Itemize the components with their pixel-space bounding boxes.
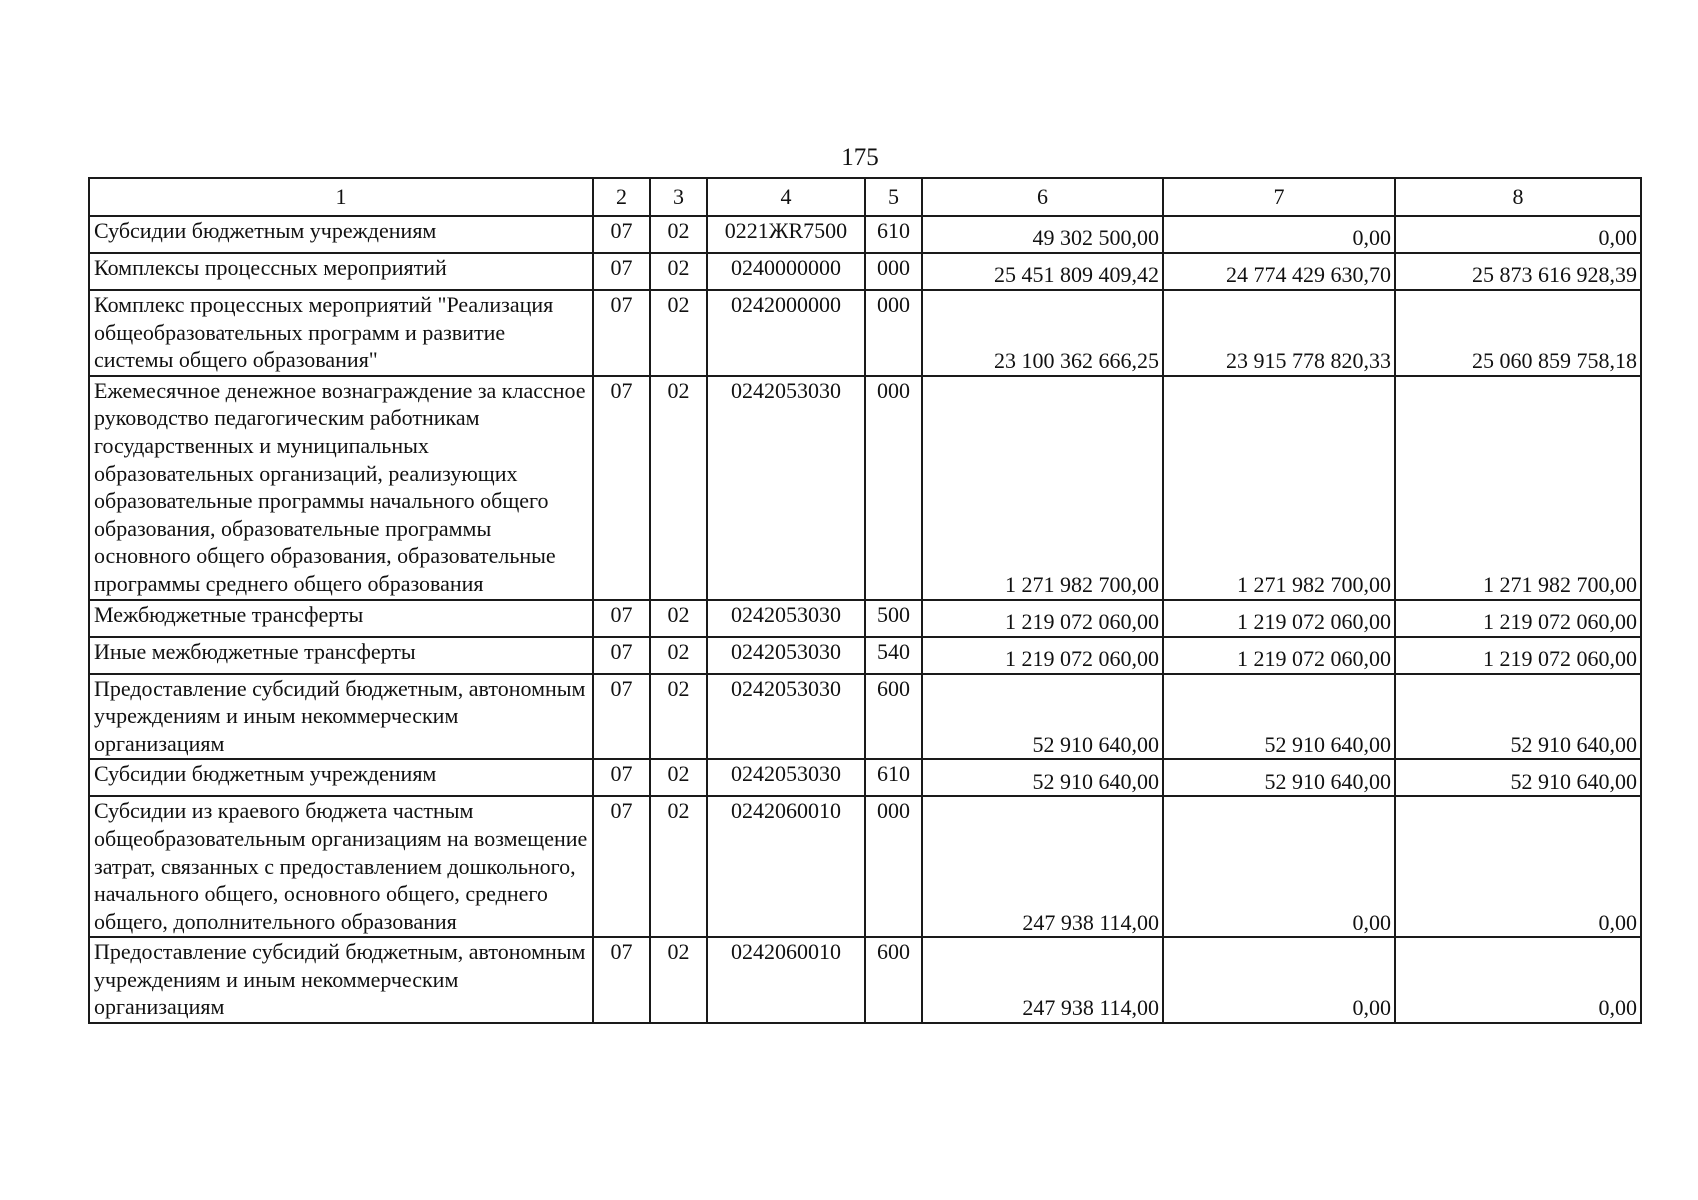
- table-row: [89, 637, 1641, 674]
- row-amount-col6: 1 271 982 700,00: [922, 376, 1163, 600]
- row-amount-col8: 1 219 072 060,00: [1395, 600, 1641, 637]
- row-name: Предоставление субсидий бюджетным, автономным учреждениям и иным некоммерческим организациям: [89, 674, 593, 760]
- column-header: 7: [1163, 178, 1395, 216]
- row-amount-col6: 247 938 114,00: [922, 796, 1163, 937]
- row-amount-col6: 49 302 500,00: [922, 216, 1163, 253]
- row-expense-type: 000: [865, 796, 922, 937]
- column-header: 2: [593, 178, 650, 216]
- table-row: [89, 759, 1641, 796]
- row-amount-col7: 1 219 072 060,00: [1163, 637, 1395, 674]
- table-row: [89, 937, 1641, 1023]
- row-subsection: 02: [650, 253, 707, 290]
- row-target-article: 0242053030: [707, 759, 865, 796]
- row-name: Комплексы процессных мероприятий: [89, 253, 593, 290]
- row-section: 07: [593, 376, 650, 600]
- row-amount-col7: 1 271 982 700,00: [1163, 376, 1395, 600]
- row-section: 07: [593, 796, 650, 937]
- row-section: 07: [593, 674, 650, 760]
- row-target-article: 0242053030: [707, 674, 865, 760]
- row-subsection: 02: [650, 796, 707, 937]
- column-header: 3: [650, 178, 707, 216]
- row-target-article: 0221ЖR7500: [707, 216, 865, 253]
- page-number: 175: [841, 144, 879, 171]
- row-name: Субсидии бюджетным учреждениям: [89, 216, 593, 253]
- row-subsection: 02: [650, 937, 707, 1023]
- row-amount-col8: 1 271 982 700,00: [1395, 376, 1641, 600]
- row-amount-col7: 1 219 072 060,00: [1163, 600, 1395, 637]
- row-name: Ежемесячное денежное вознаграждение за классное руководство педагогическим работникам государственных и муниципальных образовательных организаций, реализующих образовательные программы начального общего образования, образовательные программы основного общего образования, образовательные программы среднего общего образования: [89, 376, 593, 600]
- row-expense-type: 500: [865, 600, 922, 637]
- row-target-article: 0242000000: [707, 290, 865, 376]
- row-expense-type: 540: [865, 637, 922, 674]
- row-amount-col8: 52 910 640,00: [1395, 759, 1641, 796]
- row-section: 07: [593, 937, 650, 1023]
- column-header: 1: [89, 178, 593, 216]
- row-expense-type: 600: [865, 937, 922, 1023]
- row-amount-col6: 1 219 072 060,00: [922, 600, 1163, 637]
- row-name: Комплекс процессных мероприятий "Реализация общеобразовательных программ и развитие системы общего образования": [89, 290, 593, 376]
- row-subsection: 02: [650, 759, 707, 796]
- row-expense-type: 610: [865, 759, 922, 796]
- row-expense-type: 000: [865, 290, 922, 376]
- row-target-article: 0242053030: [707, 376, 865, 600]
- row-expense-type: 000: [865, 376, 922, 600]
- row-target-article: 0240000000: [707, 253, 865, 290]
- column-header: 8: [1395, 178, 1641, 216]
- row-subsection: 02: [650, 637, 707, 674]
- row-amount-col7: 52 910 640,00: [1163, 674, 1395, 760]
- column-header: 6: [922, 178, 1163, 216]
- row-section: 07: [593, 637, 650, 674]
- row-section: 07: [593, 216, 650, 253]
- budget-table: [88, 177, 1642, 1024]
- row-amount-col7: 24 774 429 630,70: [1163, 253, 1395, 290]
- row-subsection: 02: [650, 674, 707, 760]
- row-amount-col7: 0,00: [1163, 796, 1395, 937]
- row-subsection: 02: [650, 376, 707, 600]
- row-amount-col6: 25 451 809 409,42: [922, 253, 1163, 290]
- row-subsection: 02: [650, 600, 707, 637]
- row-amount-col8: 0,00: [1395, 796, 1641, 937]
- table-row: [89, 600, 1641, 637]
- row-subsection: 02: [650, 216, 707, 253]
- row-amount-col7: 52 910 640,00: [1163, 759, 1395, 796]
- row-amount-col7: 0,00: [1163, 937, 1395, 1023]
- table-row: [89, 674, 1641, 760]
- header-row: [89, 178, 1641, 216]
- row-target-article: 0242053030: [707, 600, 865, 637]
- row-target-article: 0242060010: [707, 937, 865, 1023]
- row-amount-col6: 1 219 072 060,00: [922, 637, 1163, 674]
- row-name: Предоставление субсидий бюджетным, автономным учреждениям и иным некоммерческим организациям: [89, 937, 593, 1023]
- row-name: Субсидии бюджетным учреждениям: [89, 759, 593, 796]
- row-expense-type: 000: [865, 253, 922, 290]
- row-target-article: 0242053030: [707, 637, 865, 674]
- row-amount-col8: 0,00: [1395, 216, 1641, 253]
- row-name: Межбюджетные трансферты: [89, 600, 593, 637]
- row-amount-col8: 0,00: [1395, 937, 1641, 1023]
- row-section: 07: [593, 290, 650, 376]
- row-amount-col8: 1 219 072 060,00: [1395, 637, 1641, 674]
- row-section: 07: [593, 600, 650, 637]
- row-amount-col6: 52 910 640,00: [922, 759, 1163, 796]
- column-header: 5: [865, 178, 922, 216]
- row-amount-col6: 247 938 114,00: [922, 937, 1163, 1023]
- row-amount-col6: 52 910 640,00: [922, 674, 1163, 760]
- table-row: [89, 376, 1641, 600]
- table-row: [89, 796, 1641, 937]
- column-header: 4: [707, 178, 865, 216]
- row-subsection: 02: [650, 290, 707, 376]
- row-name: Иные межбюджетные трансферты: [89, 637, 593, 674]
- row-section: 07: [593, 759, 650, 796]
- table-row: [89, 290, 1641, 376]
- row-amount-col8: 52 910 640,00: [1395, 674, 1641, 760]
- row-target-article: 0242060010: [707, 796, 865, 937]
- row-amount-col7: 23 915 778 820,33: [1163, 290, 1395, 376]
- row-section: 07: [593, 253, 650, 290]
- row-amount-col8: 25 060 859 758,18: [1395, 290, 1641, 376]
- table-row: [89, 253, 1641, 290]
- row-amount-col8: 25 873 616 928,39: [1395, 253, 1641, 290]
- row-amount-col7: 0,00: [1163, 216, 1395, 253]
- row-expense-type: 600: [865, 674, 922, 760]
- row-amount-col6: 23 100 362 666,25: [922, 290, 1163, 376]
- row-expense-type: 610: [865, 216, 922, 253]
- row-name: Субсидии из краевого бюджета частным общеобразовательным организациям на возмещение затрат, связанных с предоставлением дошкольного, начального общего, основного общего, среднего общего, дополнительного образования: [89, 796, 593, 937]
- table-row: [89, 216, 1641, 253]
